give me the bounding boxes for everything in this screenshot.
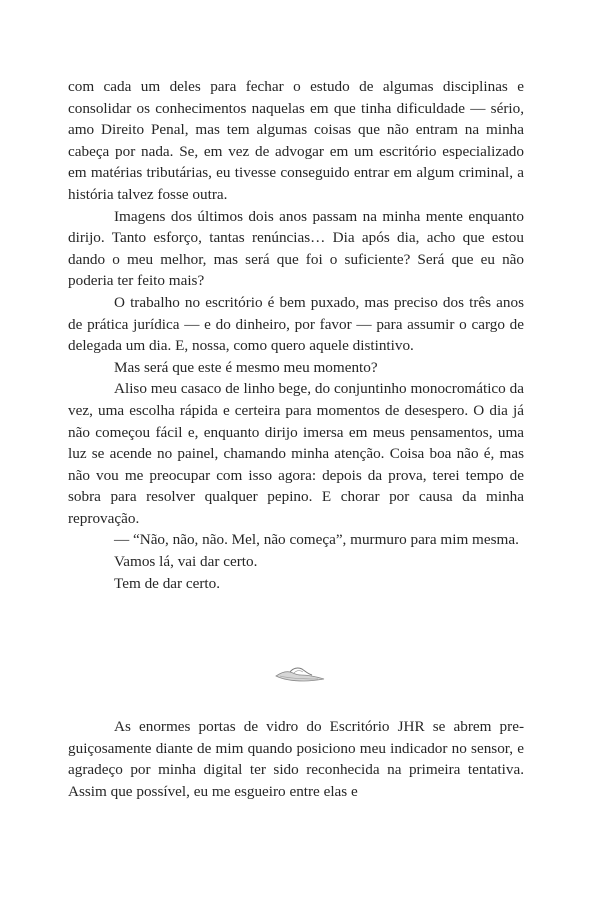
- paragraph: — “Não, não, não. Mel, não começa”, murmuro para mim mesma.: [114, 531, 519, 549]
- paragraph: Mas será que este é mesmo meu momento?: [114, 358, 378, 376]
- paragraph: Tem de dar certo.: [114, 574, 221, 592]
- section-break: [0, 662, 600, 686]
- wave-ornament-icon: [274, 662, 326, 684]
- paragraph: Imagens dos últimos dois anos passam na minha mente enquanto dirijo. Tanto esforço, tantas renúncias… Dia após dia, acho que estou dando o meu melhor, mas será que foi o suficiente? Será que eu não poderia ter feito mais?: [68, 207, 524, 290]
- body-text: [68, 76, 524, 594]
- body-text-continued: [68, 716, 524, 802]
- paragraph: As enormes portas de vidro do Escritório JHR se abrem preguiçosamente diante de mim quando posiciono meu indicador no sensor, e agradeço por minha digital ter sido reconhecida na primeira tentativa. Assim que possível, eu me esgueiro entre elas e: [68, 718, 524, 800]
- paragraph: Vamos lá, vai dar certo.: [114, 553, 258, 571]
- paragraph: O trabalho no escritório é bem puxado, mas preciso dos três anos de prática jurídica — e do dinheiro, por favor — para assumir o cargo de delegada um dia. E, nossa, como quero aquele distintivo.: [68, 293, 524, 355]
- paragraph: Aliso meu casaco de linho bege, do conjuntinho monocromático da vez, uma escolha rápida e certeira para momentos de desespero. O dia já não começou fácil e, enquanto dirijo imersa em meus pensamentos, uma luz se acende no painel, chamando minha atenção. Coisa boa não é, mas não vou me preocupar com isso agora: depois da prova, terei tempo de sobra para resolver qualquer pepino. E chorar por causa da minha reprovação.: [68, 380, 524, 527]
- paragraph: com cada um deles para fechar o estudo de algumas disciplinas e consolidar os conhecimentos naquelas em que tinha dificuldade — sério, amo Direito Penal, mas tem algumas coisas que não entram na minha cabeça por nada. Se, em vez de advogar em um escritório especializado em matérias tributárias, eu tivesse conseguido entrar em algum criminal, a história talvez fosse outra.: [68, 78, 524, 203]
